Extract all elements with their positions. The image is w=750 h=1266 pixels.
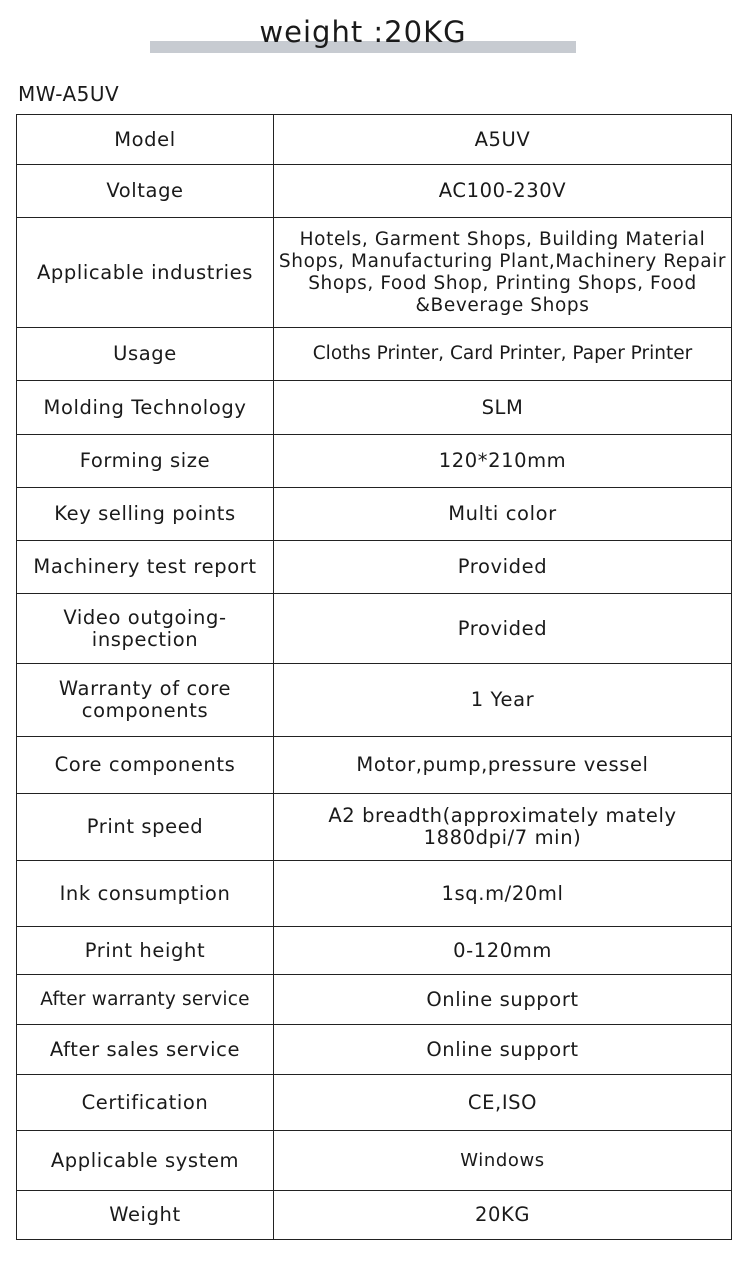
spec-value: Multi color <box>274 488 732 541</box>
spec-label: Certification <box>17 1075 274 1131</box>
spec-value: Provided <box>274 541 732 594</box>
spec-value: 120*210mm <box>274 435 732 488</box>
spec-value: CE,ISO <box>274 1075 732 1131</box>
table-row <box>17 794 732 861</box>
table-row <box>17 1131 732 1191</box>
table-row <box>17 328 732 381</box>
model-code-label: MW-A5UV <box>18 82 120 106</box>
spec-label: Video outgoing-inspection <box>17 594 274 664</box>
table-row <box>17 165 732 218</box>
spec-label: Forming size <box>17 435 274 488</box>
spec-value: 20KG <box>274 1191 732 1240</box>
spec-table <box>16 114 732 1240</box>
table-row <box>17 435 732 488</box>
spec-label: Machinery test report <box>17 541 274 594</box>
spec-label: Weight <box>17 1191 274 1240</box>
spec-value: Motor,pump,pressure vessel <box>274 737 732 794</box>
table-row <box>17 927 732 975</box>
spec-value: 1sq.m/20ml <box>274 861 732 927</box>
table-row <box>17 1025 732 1075</box>
spec-value: 0-120mm <box>274 927 732 975</box>
spec-value: A5UV <box>274 115 732 165</box>
spec-label: Applicable industries <box>17 218 274 328</box>
table-row <box>17 664 732 737</box>
spec-value: AC100-230V <box>274 165 732 218</box>
table-row <box>17 737 732 794</box>
spec-label: Voltage <box>17 165 274 218</box>
spec-label: Model <box>17 115 274 165</box>
page-title: weight :20KG <box>259 15 467 49</box>
spec-label: After warranty service <box>17 975 274 1025</box>
table-row <box>17 1075 732 1131</box>
spec-value: Online support <box>274 975 732 1025</box>
spec-label: Ink consumption <box>17 861 274 927</box>
spec-value: Online support <box>274 1025 732 1075</box>
spec-value: A2 breadth(approximately mately 1880dpi/7 min) <box>274 794 732 861</box>
spec-label: Key selling points <box>17 488 274 541</box>
table-row <box>17 1191 732 1240</box>
table-row <box>17 861 732 927</box>
spec-label: Print speed <box>17 794 274 861</box>
table-row <box>17 115 732 165</box>
table-row <box>17 975 732 1025</box>
spec-label: Core components <box>17 737 274 794</box>
spec-label: Applicable system <box>17 1131 274 1191</box>
table-row <box>17 488 732 541</box>
table-row <box>17 218 732 328</box>
spec-label: Usage <box>17 328 274 381</box>
spec-label: Warranty of core components <box>17 664 274 737</box>
spec-value: Hotels, Garment Shops, Building Material Shops, Manufacturing Plant,Machinery Repair Shops, Food Shop, Printing Shops, Food &Beverage Shops <box>274 218 732 328</box>
spec-value: Provided <box>274 594 732 664</box>
spec-label: Molding Technology <box>17 381 274 435</box>
table-row <box>17 381 732 435</box>
spec-value: SLM <box>274 381 732 435</box>
table-row <box>17 594 732 664</box>
spec-value: 1 Year <box>274 664 732 737</box>
spec-value: Windows <box>274 1131 732 1191</box>
spec-label: After sales service <box>17 1025 274 1075</box>
spec-value: Cloths Printer, Card Printer, Paper Printer <box>274 328 732 381</box>
table-row <box>17 541 732 594</box>
spec-label: Print height <box>17 927 274 975</box>
